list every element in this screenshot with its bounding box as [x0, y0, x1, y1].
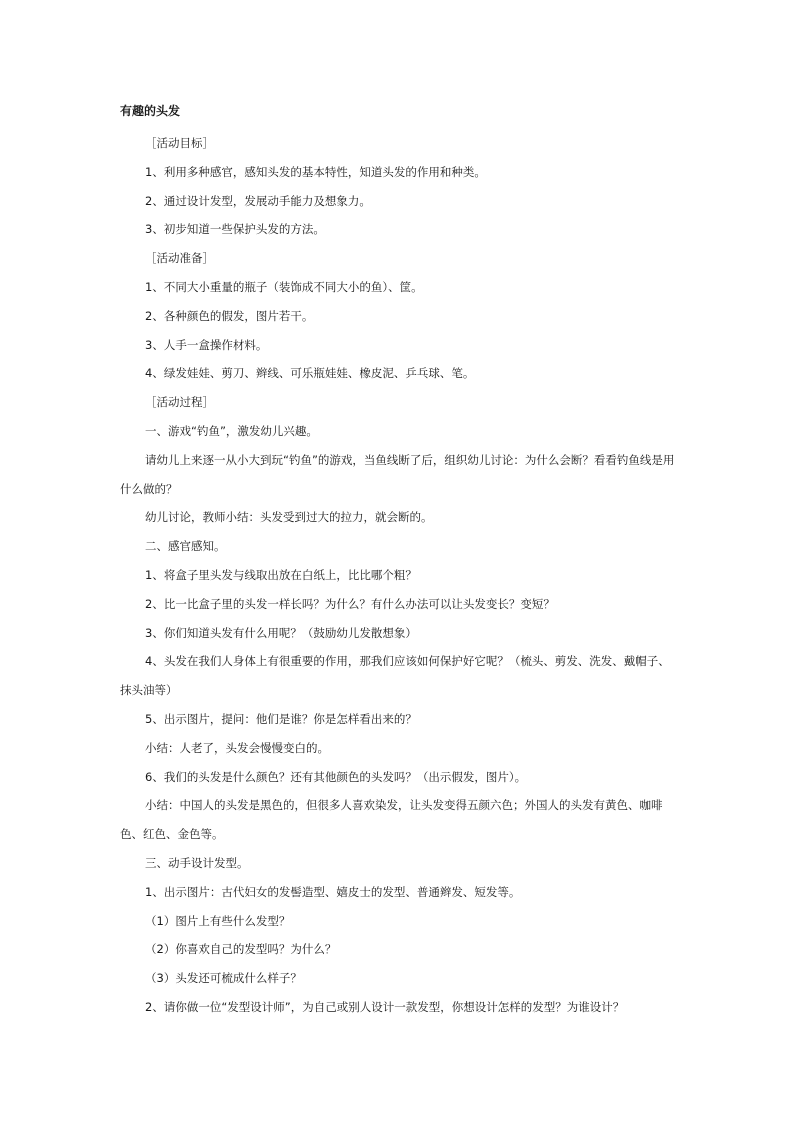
process-paragraph: 请幼儿上来逐一从小大到玩“钓鱼”的游戏，当鱼线断了后，组织幼儿讨论：为什么会断？看看钓鱼线是用什么做的？: [120, 452, 675, 496]
process-item: 2、请你做一位“发型设计师”，为自己或别人设计一款发型，你想设计怎样的发型？为谁设计？: [145, 999, 625, 1014]
summary-paragraph: 小结：人老了，头发会慢慢变白的。: [145, 740, 329, 755]
section-heading-goals: ［活动目标］: [145, 136, 214, 150]
preparation-item: 1、不同大小重量的瓶子（装饰成不同大小的鱼）、筐。: [145, 279, 423, 294]
sub-question: （1）图片上有些什么发型？: [145, 913, 291, 928]
sub-question: （3）头发还可梳成什么样子？: [145, 971, 302, 986]
goal-item: 3、初步知道一些保护头发的方法。: [145, 222, 325, 237]
process-item: 4、头发在我们人身体上有很重要的作用，那我们应该如何保护好它呢？（梳头、剪发、洗发、戴帽子、抹头油等）: [120, 654, 670, 698]
process-step-heading: 三、动手设计发型。: [145, 855, 249, 870]
preparation-item: 4、绿发娃娃、剪刀、辫线、可乐瓶娃娃、橡皮泥、乒乓球、笔。: [145, 366, 475, 381]
section-heading-preparation: ［活动准备］: [145, 251, 214, 266]
document-title: 有趣的头发: [120, 104, 181, 118]
process-item: 1、将盒子里头发与线取出放在白纸上，比比哪个粗？: [145, 567, 417, 582]
goal-item: 2、通过设计发型，发展动手能力及想象力。: [145, 193, 371, 208]
summary-paragraph: 小结：中国人的头发是黑色的，但很多人喜欢染发，让头发变得五颜六色；外国人的头发有黄色、咖啡色、红色、金色等。: [120, 798, 663, 842]
process-step-heading: 二、感官感知。: [145, 539, 226, 554]
sub-question: （2）你喜欢自己的发型吗？为什么？: [145, 942, 337, 957]
process-item: 2、比一比盒子里的头发一样长吗？为什么？有什么办法可以让头发变长？变短？: [145, 596, 555, 611]
process-item: 3、你们知道头发有什么用呢？（鼓励幼儿发散想象）: [145, 625, 417, 640]
section-heading-process: ［活动过程］: [145, 395, 214, 410]
goal-item: 1、利用多种感官，感知头发的基本特性，知道头发的作用和种类。: [145, 164, 486, 179]
document-body: [120, 101, 680, 1022]
process-item: 6、我们的头发是什么颜色？还有其他颜色的头发吗？（出示假发，图片）。: [145, 769, 527, 784]
preparation-item: 2、各种颜色的假发，图片若干。: [145, 308, 314, 323]
process-item: 5、出示图片，提问：他们是谁？你是怎样看出来的？: [145, 711, 417, 726]
process-paragraph: 幼儿讨论，教师小结：头发受到过大的拉力，就会断的。: [145, 510, 433, 525]
process-step-heading: 一、游戏“钓鱼”，激发幼儿兴趣。: [145, 423, 318, 438]
process-item: 1、出示图片：古代妇女的发髻造型、嬉皮士的发型、普通辫发、短发等。: [145, 884, 521, 899]
preparation-item: 3、人手一盒操作材料。: [145, 337, 268, 352]
